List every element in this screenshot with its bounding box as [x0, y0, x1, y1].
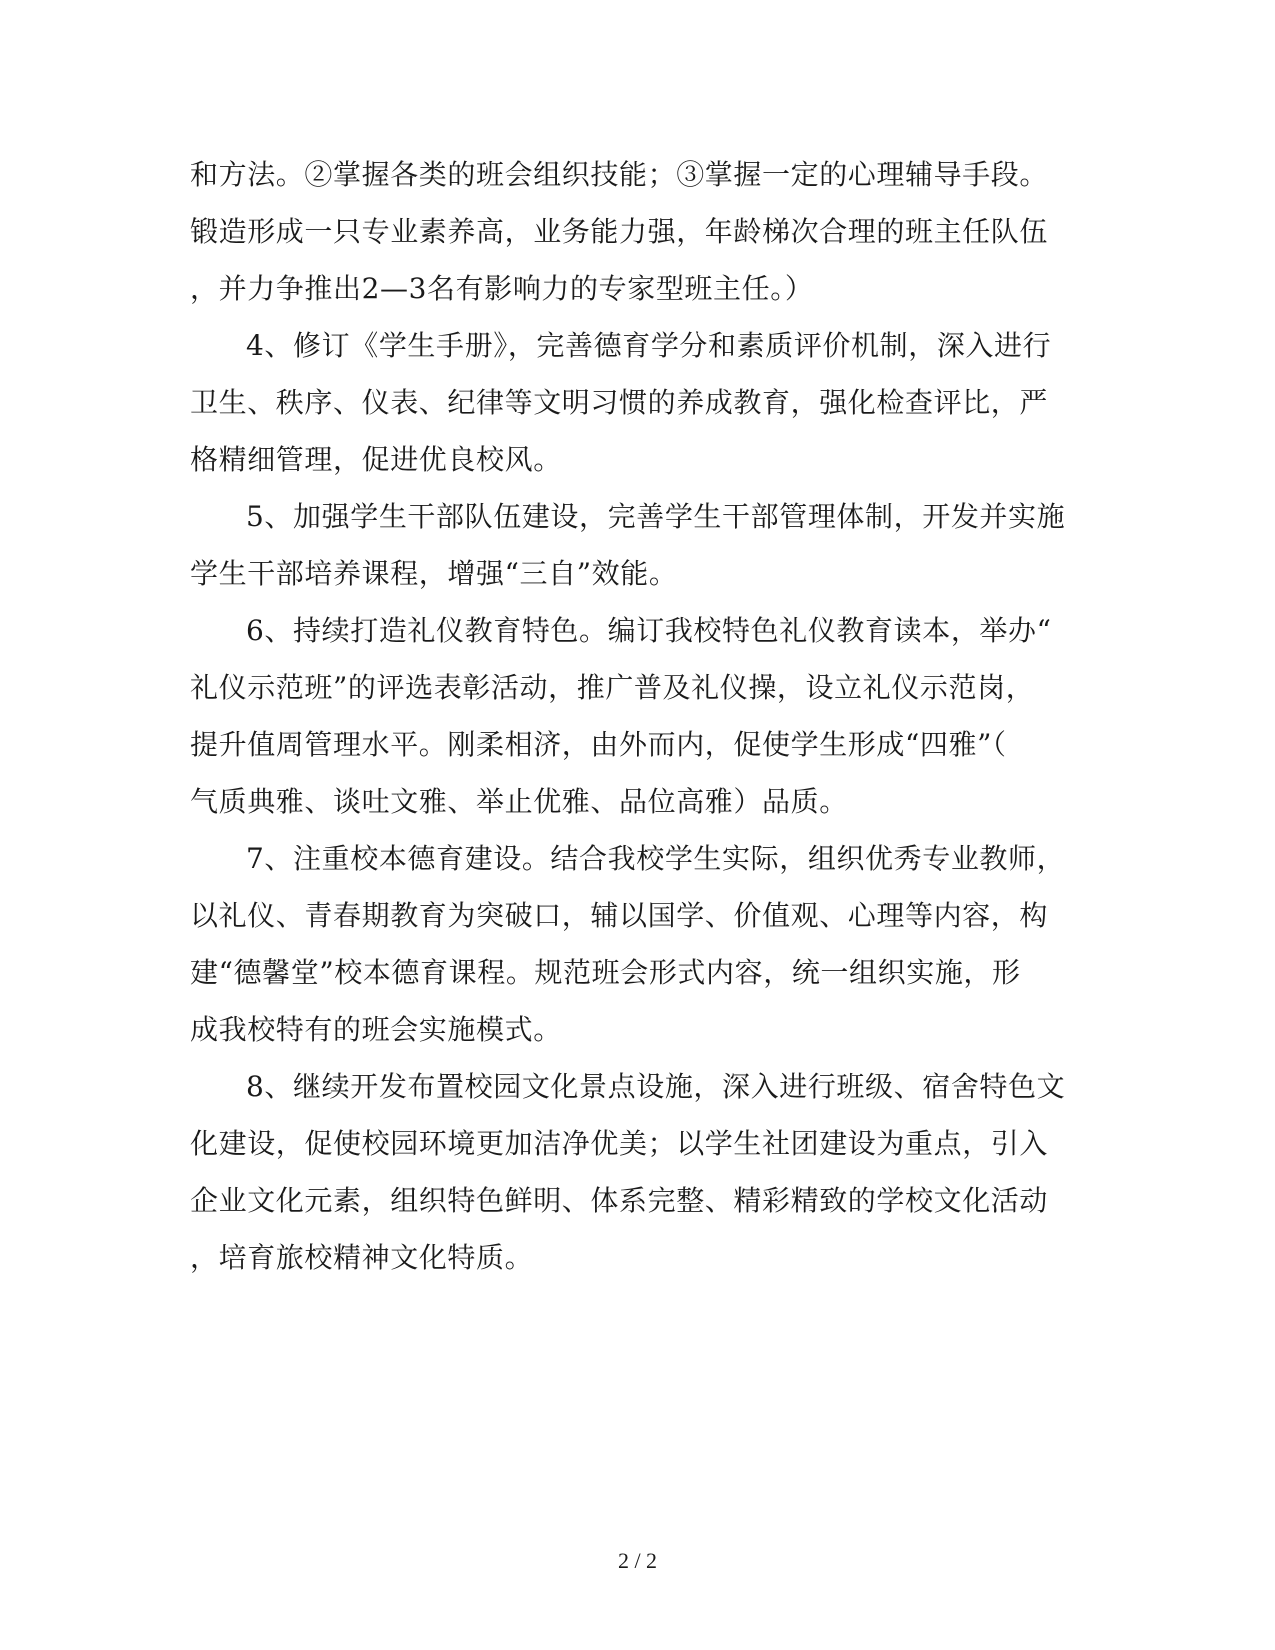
text-line: 成我校特有的班会实施模式。 [190, 1013, 562, 1046]
text-line: 4、修订《学生手册》，完善德育学分和素质评价机制，深入进行 [246, 329, 1052, 362]
text-line: 6、持续打造礼仪教育特色。编订我校特色礼仪教育读本，举办“ [246, 614, 1052, 647]
body-text [190, 147, 1090, 1287]
text-line: 格精细管理，促进优良校风。 [190, 443, 562, 476]
text-line: 礼仪示范班”的评选表彰活动，推广普及礼仪操，设立礼仪示范岗， [190, 671, 1035, 704]
text-line: 建“德馨堂”校本德育课程。规范班会形式内容，统一组织实施，形 [190, 956, 1021, 989]
text-line: 气质典雅、谈吐文雅、举止优雅、品位高雅）品质。 [190, 785, 848, 818]
page-number: 2 / 2 [617, 1548, 658, 1573]
text-line: ，并力争推出2—3名有影响力的专家型班主任。） [190, 272, 814, 305]
text-line: ，培育旅校精神文化特质。 [190, 1241, 534, 1274]
text-line: 以礼仪、青春期教育为突破口，辅以国学、价值观、心理等内容，构 [190, 899, 1049, 932]
text-line: 8、继续开发布置校园文化景点设施，深入进行班级、宿舍特色文 [246, 1070, 1066, 1103]
text-line: 7、注重校本德育建设。结合我校学生实际，组织优秀专业教师， [246, 842, 1066, 875]
text-line: 锻造形成一只专业素养高，业务能力强，年龄梯次合理的班主任队伍 [190, 215, 1049, 248]
text-line: 卫生、秩序、仪表、纪律等文明习惯的养成教育，强化检查评比，严 [190, 386, 1049, 419]
text-line: 5、加强学生干部队伍建设，完善学生干部管理体制，开发并实施 [246, 500, 1066, 533]
text-line: 和方法。②掌握各类的班会组织技能；③掌握一定的心理辅导手段。 [190, 158, 1049, 191]
text-line: 学生干部培养课程，增强“三自”效能。 [190, 557, 678, 590]
text-line: 提升值周管理水平。刚柔相济，由外而内，促使学生形成“四雅”（ [190, 728, 1007, 761]
text-line: 企业文化元素，组织特色鲜明、体系完整、精彩精致的学校文化活动 [190, 1184, 1049, 1217]
text-line: 化建设，促使校园环境更加洁净优美；以学生社团建设为重点，引入 [190, 1127, 1049, 1160]
